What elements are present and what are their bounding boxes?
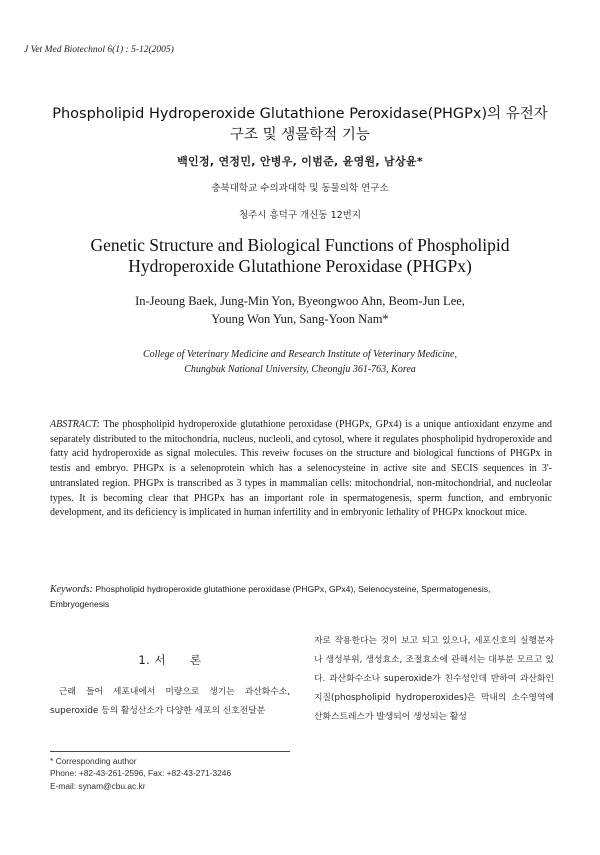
footnote-divider [50, 751, 290, 752]
korean-address: 청주시 흥덕구 개신동 12번지 [238, 210, 362, 221]
section-heading-introduction: 1. 서 론 [138, 653, 202, 667]
abstract [50, 418, 552, 521]
english-title [40, 235, 560, 277]
journal-header: J Vet Med Biotechnol 6(1) : 5-12(2005) [24, 45, 174, 55]
english-affiliation-line-1: College of Veterinary Medicine and Research Institute of Veterinary Medicine, [143, 349, 457, 360]
abstract-text: The phospholipid hydroperoxide glutathione peroxidase (PHGPx, GPx4) is a unique antioxidant enzyme and separately distributed to the mitochondria, nucleus, nucleoli, and cytosol, where it regulates phospholipid hydroperoxide and fatty acid hydroperoxide as signal molecules. This reveiw focuses on the structure and biological functions of PHGPx in testis and embryo. PHGPx is a selenoprotein which has a selenocysteine in active site and SECIS sequences in 3'-untranslated region. PHGPx is transcribed as 3 types in mammalian cells: mitochondrial, non-mitochondrial, and nucleolar types. It is becoming clear that PHGPx has an important role in spermatogenesis, sperm function, and embryonic development, and its deficiency is implicated in human infertility and in embryonic lethality of PHGPx knockout mice. [50, 419, 552, 519]
footnote-corresponding: * Corresponding author [50, 756, 137, 766]
footnote-email: E-mail: synam@cbu.ac.kr [50, 780, 146, 791]
english-authors-line-2: Young Won Yun, Sang-Yoon Nam* [211, 312, 389, 326]
korean-affiliation: 충북대학교 수의과대학 및 동물의학 연구소 [211, 183, 389, 194]
keywords-label: Keywords: [50, 584, 93, 595]
korean-title-line-2: 구조 및 생물학적 기능 [230, 127, 370, 143]
keywords [50, 582, 552, 611]
body-text-right-column: 자로 작용한다는 것이 보고 되고 있으나, 세포신호의 실행분자나 생성부위, 생성효소, 조절효소에 관해서는 대부분 모르고 있다. 과산화수소나 superoxide가 친수성인데 반하여 과산화인지질(phospholipid hydroperoxides)은 막내의 소수영역에 산화스트레스가 발생되어 생성되는 활성 [314, 636, 554, 722]
english-authors-line-1: In-Jeoung Baek, Jung-Min Yon, Byeongwoo Ahn, Beom-Jun Lee, [135, 294, 465, 308]
footnote-phone-fax: Phone: +82-43-261-2596, Fax: +82-43-271-3246 [50, 768, 232, 779]
footnote [50, 755, 231, 792]
english-affiliation-line-2: Chungbuk National University, Cheongju 361-763, Korea [184, 364, 416, 375]
korean-authors: 백인정, 연정민, 안병우, 이범준, 윤영원, 남상윤* [177, 155, 423, 168]
korean-title-line-1: Phospholipid Hydroperoxide Glutathione Peroxidase(PHGPx)의 유전자 [52, 106, 548, 122]
abstract-label: ABSTRACT: [50, 419, 101, 430]
body-text-left-column: 근래 들어 세포내에서 미량으로 생기는 과산화수소, superoxide 등의 활성산소가 다양한 세포의 신호전달분 [50, 687, 290, 716]
korean-title [40, 104, 560, 146]
keywords-text: Phospholipid hydroperoxide glutathione peroxidase (PHGPx, GPx4), Selenocysteine, Spermatogenesis, Embryogenesis [50, 584, 491, 609]
english-affiliation [40, 347, 560, 377]
english-title-line-1: Genetic Structure and Biological Functions of Phospholipid [90, 235, 510, 255]
english-title-line-2: Hydroperoxide Glutathione Peroxidase (PHGPx) [128, 256, 472, 276]
english-authors [60, 292, 540, 328]
